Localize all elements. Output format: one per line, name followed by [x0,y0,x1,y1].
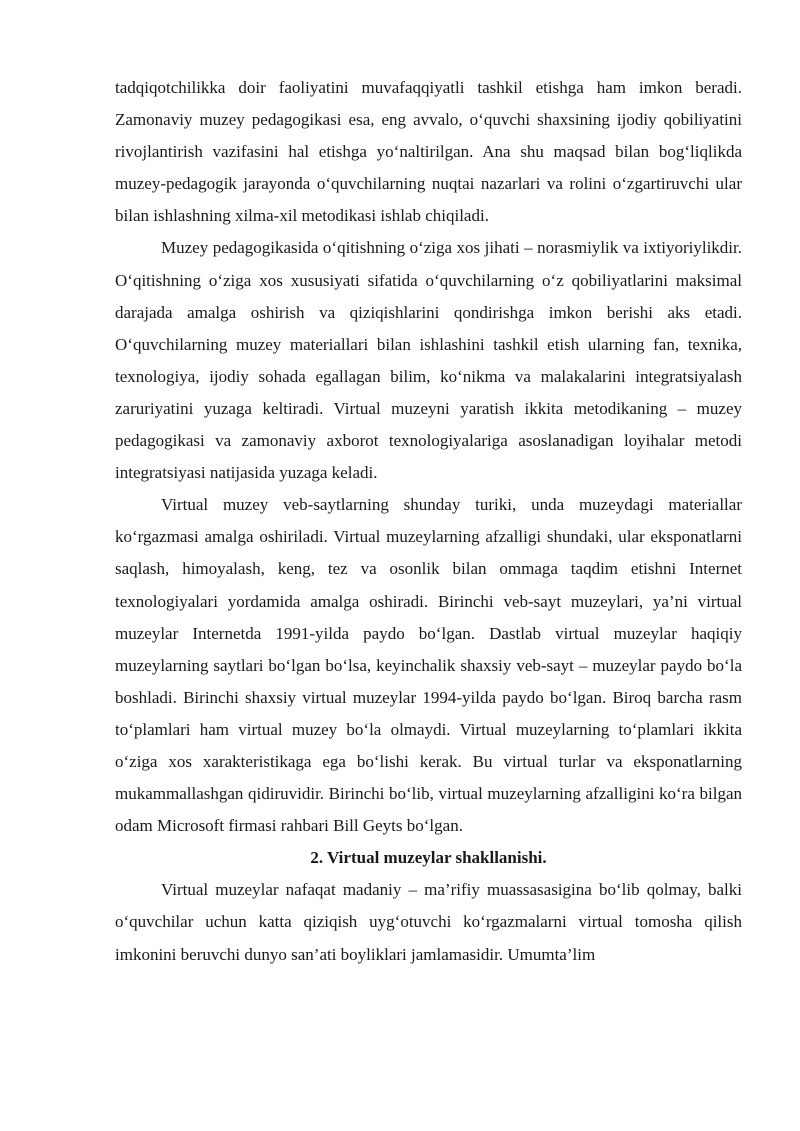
paragraph-continuation: tadqiqotchilikka doir faoliyatini muvafaqqiyatli tashkil etishga ham imkon beradi. Zamonaviy muzey pedagogikasi esa, eng avvalo, o‘quvchi shaxsining ijodiy qobiliyatini rivojlantirish vazifasini hal etishga yo‘naltirilgan. Ana shu maqsad bilan bog‘liqlikda muzey-pedagogik jarayonda o‘quvchilarning nuqtai nazarlari va rolini o‘zgartiruvchi ular bilan ishlashning xilma-xil metodikasi ishlab chiqiladi. [115,78,742,226]
paragraph-final: Virtual muzeylar nafaqat madaniy – ma’rifiy muassasasigina bo‘lib qolmay, balki o‘quvchilar uchun katta qiziqish uyg‘otuvchi ko‘rgazmalarni virtual tomosha qilish imkonini beruvchi dunyo san’ati boyliklari jamlamasidir. Umumta’lim [115,880,742,964]
paragraph-virtual-museum: Virtual muzey veb-saytlarning shunday turiki, unda muzeydagi materiallar ko‘rgazmasi amalga oshiriladi. Virtual muzeylarning afzalligi shundaki, ular eksponatlarni saqlash, himoyalash, keng, tez va osonlik bilan ommaga taqdim etishni Internet texnologiyalari yordamida amalga oshiradi. Birinchi veb-sayt muzeylari, ya’ni virtual muzeylar Internetda 1991-yilda paydo bo‘lgan. Dastlab virtual muzeylar haqiqiy muzeylarning saytlari bo‘lgan bo‘lsa, keyinchalik shaxsiy veb-sayt – muzeylar paydo bo‘la boshladi. Birinchi shaxsiy virtual muzeylar 1994-yilda paydo bo‘lgan. Biroq barcha rasm to‘plamlari ham virtual muzey bo‘la olmaydi. Virtual muzeylarning to‘plamlari ikkita o‘ziga xos xarakteristikaga ega bo‘lishi kerak. Bu virtual turlar va eksponatlarning mukammallashgan qidiruvidir. Birinchi bo‘lib, virtual muzeylarning afzalligini ko‘ra bilgan odam Microsoft firmasi rahbari Bill Geyts bo‘lgan. [115,495,742,836]
paragraph-museum-pedagogy: Muzey pedagogikasida o‘qitishning o‘ziga xos jihati – norasmiylik va ixtiyoriylikdir. O‘qitishning o‘ziga xos xususiyati sifatida o‘quvchilarning o‘z qobiliyatlarini maksimal darajada amalga oshirish va qiziqishlarini qondirishga imkon berishi aks etadi. O‘quvchilarning muzey materiallari bilan ishlashini tashkil etish ularning fan, texnika, texnologiya, ijodiy sohada egallagan bilim, ko‘nikma va malakalarini integratsiyalash zaruriyatini yuzaga keltiradi. Virtual muzeyni yaratish ikkita metodikaning – muzey pedagogikasi va zamonaviy axborot texnologiyalariga asoslanadigan loyihalar metodi integratsiyasi natijasida yuzaga keladi. [115,238,742,483]
section-heading: 2. Virtual muzeylar shakllanishi. [310,848,547,868]
